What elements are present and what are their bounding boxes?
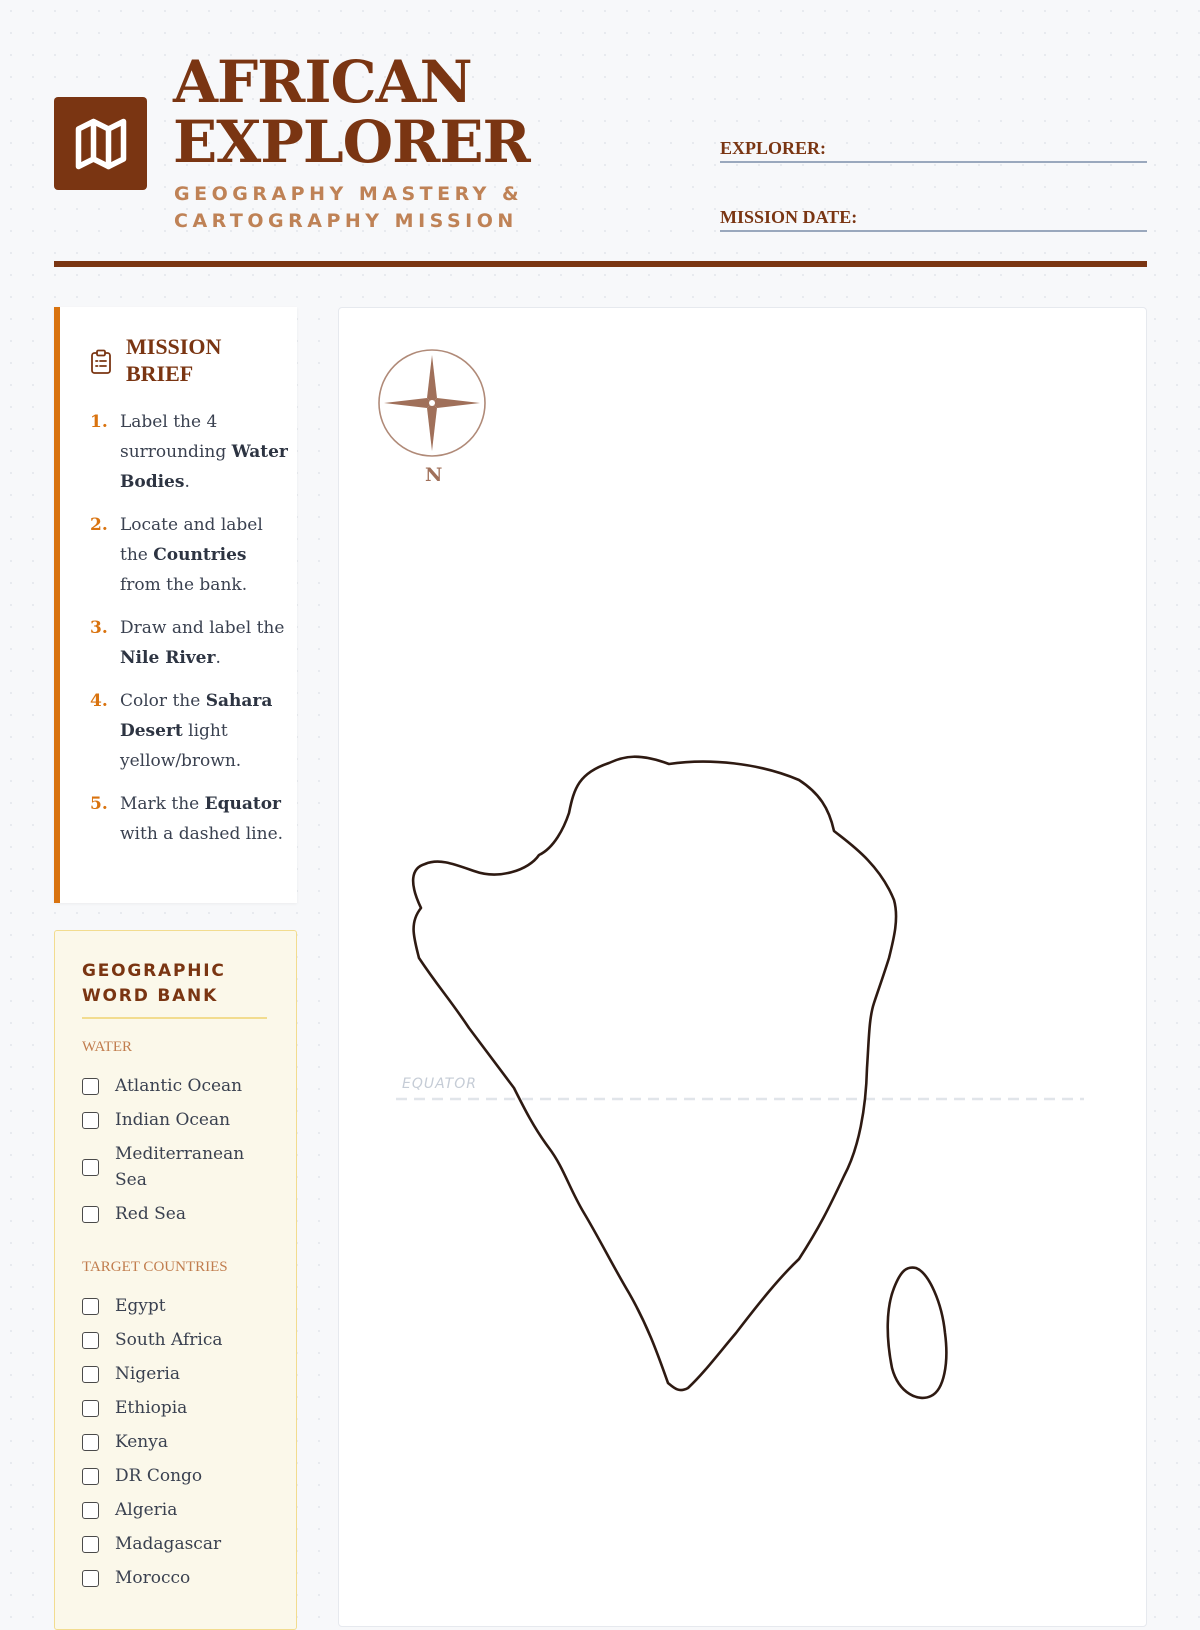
title-line-2: EXPLORER [173,108,530,176]
map-canvas[interactable] [338,307,1147,1627]
mission-brief-title: MISSION BRIEF [126,334,222,386]
word-bank-item[interactable] [82,1327,272,1353]
checkbox[interactable] [82,1298,99,1315]
step-keyword: Water Bodies [120,442,288,492]
map-icon [71,114,131,174]
subtitle: GEOGRAPHY MASTERY & CARTOGRAPHY MISSION [174,183,524,232]
word-bank-item[interactable] [82,1201,272,1227]
step-text: Color the [120,691,206,711]
item-label: Mediterranean Sea [115,1144,245,1190]
item-label: Morocco [115,1568,191,1588]
word-bank-item[interactable] [82,1293,272,1319]
item-label: Ethiopia [115,1398,188,1418]
madagascar-outline [888,1268,947,1398]
header-divider [54,261,1147,267]
checkbox[interactable] [82,1332,99,1349]
page-title [173,48,530,176]
checkbox[interactable] [82,1159,99,1176]
africa-outline [413,757,896,1390]
map-logo [54,97,147,190]
item-label: Algeria [115,1500,178,1520]
item-label: Red Sea [115,1204,186,1224]
step-text: . [184,472,190,492]
item-label: Nigeria [115,1364,180,1384]
checkbox[interactable] [82,1468,99,1485]
compass-rose-icon [379,350,485,456]
water-list [82,1073,272,1227]
word-bank-item[interactable] [82,1107,272,1133]
step-number: 4. [90,691,108,711]
checkbox[interactable] [82,1112,99,1129]
step-text: from the bank. [120,575,248,595]
step-text: Locate and label the [120,515,263,565]
word-bank-item[interactable] [82,1395,272,1421]
checkbox[interactable] [82,1078,99,1095]
mission-step [90,510,290,600]
word-bank-item[interactable] [82,1531,272,1557]
item-label: DR Congo [115,1466,203,1486]
item-label: Indian Ocean [115,1110,231,1130]
step-text: . [215,648,221,668]
step-text: light yellow/brown. [120,721,242,771]
mission-step [90,789,290,849]
explorer-label: EXPLORER: [720,138,827,158]
step-text: Draw and label the [120,618,285,638]
step-number: 3. [90,618,108,638]
step-keyword: Sahara Desert [120,691,273,741]
word-bank-item[interactable] [82,1141,272,1193]
mission-date-field[interactable] [720,207,1147,232]
word-bank-panel [54,930,297,1630]
step-keyword: Equator [204,794,281,814]
clipboard-icon [90,349,112,375]
step-keyword: Countries [153,545,247,565]
title-line-1: AFRICAN [173,48,472,116]
word-bank-item[interactable] [82,1497,272,1523]
checkbox[interactable] [82,1536,99,1553]
compass-north-label: N [425,464,443,486]
word-bank-item[interactable] [82,1463,272,1489]
checkbox[interactable] [82,1400,99,1417]
countries-category-label: TARGET COUNTRIES [82,1259,228,1275]
item-label: Kenya [115,1432,168,1452]
checkbox[interactable] [82,1206,99,1223]
map-drawing [339,308,1146,1626]
equator-label: EQUATOR [402,1076,477,1092]
explorer-field[interactable] [720,138,1147,163]
water-category-label: WATER [82,1039,132,1055]
step-text: Label the 4 surrounding [120,412,232,462]
word-bank-item[interactable] [82,1429,272,1455]
checkbox[interactable] [82,1502,99,1519]
word-bank-item[interactable] [82,1073,272,1099]
mission-step [90,613,290,673]
item-label: Egypt [115,1296,166,1316]
word-bank-title: GEOGRAPHIC WORD BANK [82,959,267,1019]
step-number: 2. [90,515,108,535]
mission-date-label: MISSION DATE: [720,207,858,227]
word-bank-item[interactable] [82,1361,272,1387]
step-text: with a dashed line. [120,824,284,844]
step-number: 5. [90,794,108,814]
countries-list [82,1293,272,1591]
step-keyword: Nile River [120,648,216,668]
step-text: Mark the [120,794,205,814]
word-bank-item[interactable] [82,1565,272,1591]
checkbox[interactable] [82,1570,99,1587]
item-label: Madagascar [115,1534,222,1554]
item-label: Atlantic Ocean [115,1076,243,1096]
mission-step [90,686,290,776]
step-number: 1. [90,412,108,432]
item-label: South Africa [115,1330,223,1350]
mission-brief-panel [54,307,297,903]
mission-steps [90,407,290,862]
checkbox[interactable] [82,1434,99,1451]
mission-step [90,407,290,497]
checkbox[interactable] [82,1366,99,1383]
